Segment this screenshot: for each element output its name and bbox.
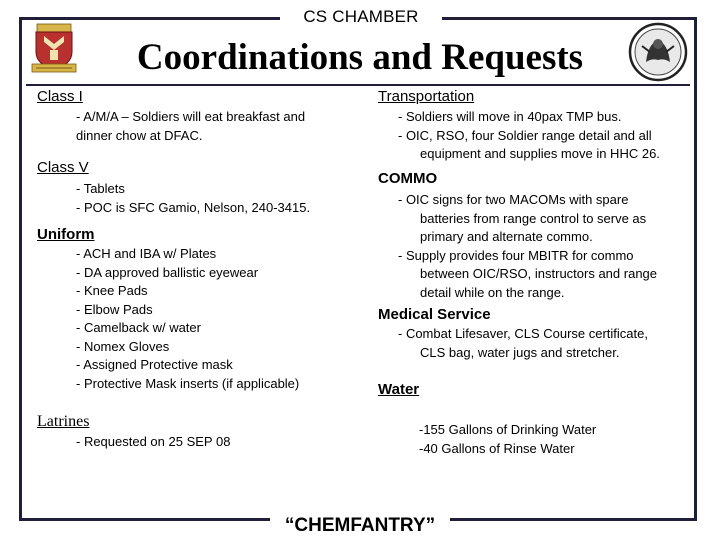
commo-line: - Supply provides four MBITR for commo (398, 247, 634, 263)
list-item: - Nomex Gloves (76, 338, 170, 354)
class-i-text (76, 108, 305, 145)
footer-label: “CHEMFANTRY” (270, 512, 450, 540)
medical-line: CLS bag, water jugs and stretcher. (420, 344, 620, 360)
latrines-line: - Requested on 25 SEP 08 (76, 434, 231, 449)
heading-class-v: Class V (37, 159, 89, 176)
commo-line: primary and alternate commo. (420, 229, 593, 244)
list-item: - Protective Mask inserts (if applicable) (76, 375, 300, 391)
list-item: - Elbow Pads (76, 301, 153, 317)
list-item: - ACH and IBA w/ Plates (76, 246, 217, 261)
commo-line: detail while on the range. (420, 284, 565, 300)
transportation-text (398, 108, 660, 164)
water-line: -155 Gallons of Drinking Water (419, 422, 597, 437)
page-title: Coordinations and Requests (136, 37, 584, 78)
commo-line: batteries from range control to serve as (420, 210, 647, 226)
transportation-line: equipment and supplies move in HHC 26. (420, 146, 660, 161)
class-v-text (76, 180, 310, 217)
heading-medical-service: Medical Service (378, 306, 491, 323)
commo-line: between OIC/RSO, instructors and range (420, 266, 658, 281)
heading-commo: COMMO (378, 170, 438, 187)
list-item: - Camelback w/ water (76, 320, 201, 335)
heading-water: Water (378, 381, 420, 398)
header-divider (26, 84, 690, 86)
top-label: CS CHAMBER (280, 4, 442, 30)
commo-line: - OIC signs for two MACOMs with spare (398, 192, 629, 207)
heading-class-i: Class I (37, 88, 83, 105)
medical-line: - Combat Lifesaver, CLS Course certificate, (398, 326, 648, 341)
transportation-line: - Soldiers will move in 40pax TMP bus. (398, 109, 622, 124)
class-i-line: - A/M/A – Soldiers will eat breakfast and (76, 109, 306, 124)
class-v-line: - POC is SFC Gamio, Nelson, 240-3415. (76, 199, 311, 215)
commo-text (398, 191, 657, 302)
heading-transportation: Transportation (378, 88, 475, 105)
list-item: - DA approved ballistic eyewear (76, 264, 259, 280)
list-item: - Knee Pads (76, 283, 148, 298)
uniform-list (76, 245, 299, 393)
medical-text (398, 325, 648, 362)
list-item: - Assigned Protective mask (76, 357, 233, 372)
heading-uniform: Uniform (37, 226, 95, 243)
water-line: -40 Gallons of Rinse Water (419, 440, 575, 456)
water-text (419, 421, 596, 458)
latrines-text (76, 433, 230, 452)
class-v-line: - Tablets (76, 181, 125, 196)
transportation-line: - OIC, RSO, four Soldier range detail and all (398, 127, 652, 143)
heading-latrines: Latrines (37, 413, 90, 430)
class-i-line: dinner chow at DFAC. (76, 127, 203, 143)
